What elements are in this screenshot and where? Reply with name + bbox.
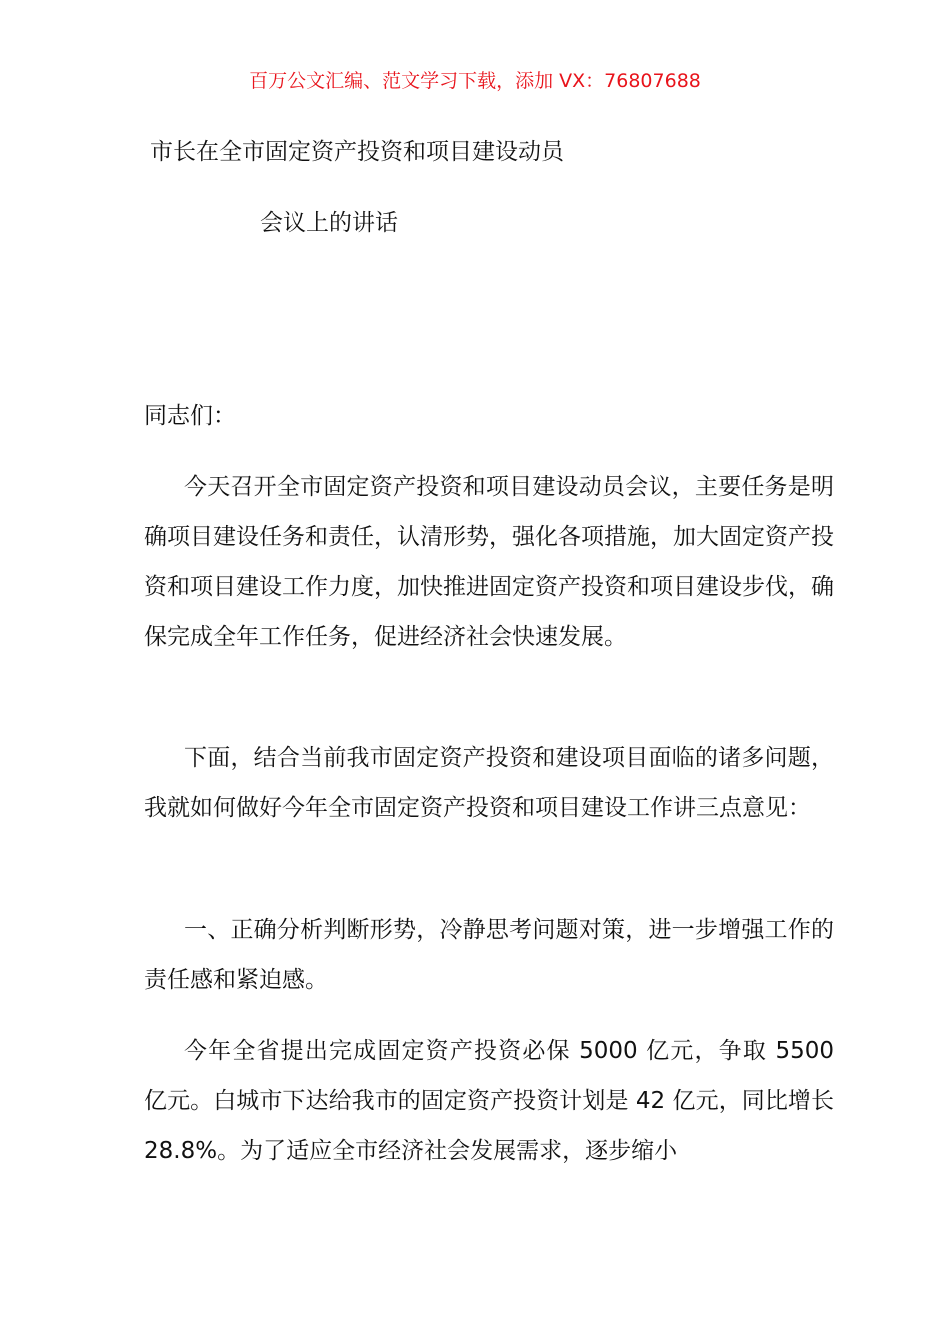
speech-title-line-1: 市长在全市固定资产投资和项目建设动员 [150, 139, 564, 165]
speech-title-line-2: 会议上的讲话 [260, 210, 398, 236]
greeting: 同志们： [144, 403, 236, 429]
paragraph-outline: 下面，结合当前我市固定资产投资和建设项目面临的诸多问题，我就如何做好今年全市固定资产投资和项目建设工作讲三点意见： [144, 745, 834, 821]
paragraph-opening: 今天召开全市固定资产投资和项目建设动员会议，主要任务是明确项目建设任务和责任，认清形势，强化各项措施，加大固定资产投资和项目建设工作力度，加快推进固定资产投资和项目建设步伐，确保完成全年工作任务，促进经济社会快速发展。 [144, 474, 834, 650]
download-banner: 百万公文汇编、范文学习下载，添加 VX：76807688 [249, 70, 701, 92]
section-heading-one: 一、正确分析判断形势，冷静思考问题对策，进一步增强工作的责任感和紧迫感。 [144, 917, 834, 993]
paragraph-investment-targets: 今年全省提出完成固定资产投资必保 5000 亿元，争取 5500 亿元。白城市下达给我市的固定资产投资计划是 42 亿元，同比增长 28.8%。为了适应全市经济社会发展需求，逐步缩小 [144, 1038, 834, 1164]
